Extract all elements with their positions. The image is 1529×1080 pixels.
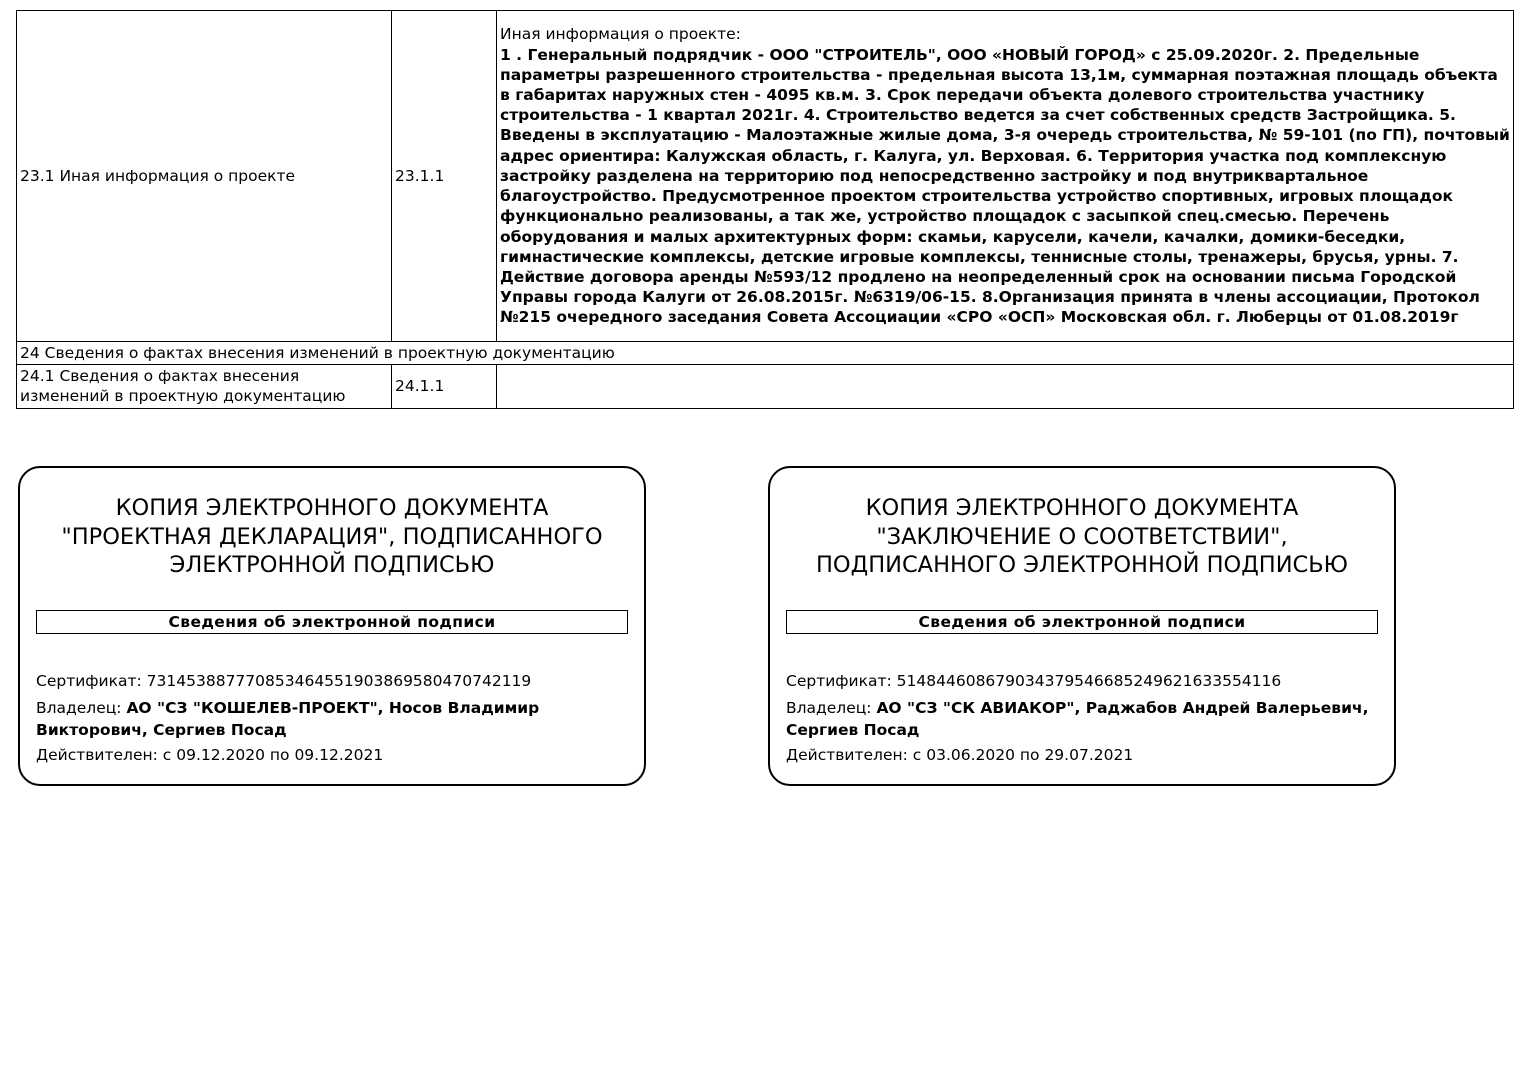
owner-label: Владелец: bbox=[786, 699, 877, 717]
table-row bbox=[17, 365, 1514, 408]
validity-label: Действителен: bbox=[36, 746, 163, 764]
row-label: 24.1 Сведения о фактах внесения изменений в проектную документацию bbox=[17, 365, 392, 408]
row-code: 24.1.1 bbox=[392, 365, 497, 408]
validity-line bbox=[36, 744, 628, 766]
stamp-title: КОПИЯ ЭЛЕКТРОННОГО ДОКУМЕНТА "ЗАКЛЮЧЕНИЕ О СООТВЕТСТВИИ", ПОДПИСАННОГО ЭЛЕКТРОННОЙ ПОДПИСЬЮ bbox=[816, 495, 1348, 578]
signature-info-header: Сведения об электронной подписи bbox=[786, 610, 1378, 634]
validity-label: Действителен: bbox=[786, 746, 913, 764]
signature-stamp-conclusion bbox=[768, 466, 1396, 786]
info-text: 1 . Генеральный подрядчик - ООО "СТРОИТЕЛЬ", ООО «НОВЫЙ ГОРОД» с 25.09.2020г. 2. Предельные параметры разрешенного строительства - предельная высота 13,1м, суммарная поэтажная площадь объекта в габаритах наружных стен - 4095 кв.м. 3. Срок передачи объекта долевого строительства участнику строительства - 1 квартал 2021г. 4. Строительство ведется за счет собственных средств Застройщика. 5. Введены в эксплуатацию - Малоэтажные жилые дома, 3-я очередь строительства, № 59-101 (по ГП), почтовый адрес ориентира: Калужская область, г. Калуга, ул. Верховая. 6. Территория участка под комплексную застройку разделена на территорию под непосредственно застройку и под внутриквартальное благоустройство. Предусмотренное проектом строительства устройство спортивных, игровых площадок функционально реализованы, а так же, устройство площадок с засыпкой спец.смесью. Перечень оборудования и малых архитектурных форм: скамьи, карусели, качели, качалки, домики-беседки, гимнастические комплексы, детские игровые комплексы, теннисные столы, тренажеры, брусья, урны. 7. Действие договора аренды №593/12 продлено на неопределенный срок на основании письма Городской Управы города Калуги от 26.08.2015г. №6319/06-15. 8.Организация принята в члены ассоциации, Протокол №215 очередного заседания Совета Ассоциации «СРО «ОСП» Московская обл. г. Люберцы от 01.08.2019г bbox=[500, 45, 1510, 327]
owner-value: АО "СЗ "СК АВИАКОР", Раджабов Андрей Валерьевич, Сергиев Посад bbox=[786, 699, 1369, 739]
owner-label: Владелец: bbox=[36, 699, 127, 717]
section-header-row bbox=[17, 342, 1514, 365]
certificate-line bbox=[786, 670, 1378, 692]
owner-value: АО "СЗ "КОШЕЛЕВ-ПРОЕКТ", Носов Владимир Викторович, Сергиев Посад bbox=[36, 699, 540, 739]
signature-stamp-declaration bbox=[18, 466, 646, 786]
certificate-label: Сертификат: bbox=[36, 672, 147, 690]
row-label: 23.1 Иная информация о проекте bbox=[17, 11, 392, 342]
table-row bbox=[17, 11, 1514, 342]
row-value bbox=[497, 11, 1514, 342]
validity-value: с 09.12.2020 по 09.12.2021 bbox=[162, 746, 384, 764]
owner-line bbox=[36, 697, 628, 741]
validity-value: с 03.06.2020 по 29.07.2021 bbox=[912, 746, 1134, 764]
owner-line bbox=[786, 697, 1378, 741]
signature-info-header: Сведения об электронной подписи bbox=[36, 610, 628, 634]
row-value bbox=[497, 365, 1514, 408]
info-heading: Иная информация о проекте: bbox=[500, 25, 741, 44]
project-info-table bbox=[16, 10, 1514, 409]
certificate-line bbox=[36, 670, 628, 692]
certificate-label: Сертификат: bbox=[786, 672, 897, 690]
certificate-value: 73145388777085346455190386958047074211​9 bbox=[146, 672, 532, 690]
stamp-title: КОПИЯ ЭЛЕКТРОННОГО ДОКУМЕНТА "ПРОЕКТНАЯ ДЕКЛАРАЦИЯ", ПОДПИСАННОГО ЭЛЕКТРОННОЙ ПОДПИСЬЮ bbox=[61, 495, 603, 578]
row-code: 23.1.1 bbox=[392, 11, 497, 342]
section-header: 24 Сведения о фактах внесения изменений в проектную документацию bbox=[17, 342, 1514, 365]
validity-line bbox=[786, 744, 1378, 766]
certificate-value: 514844608679034379546685249621633554116 bbox=[896, 672, 1282, 690]
